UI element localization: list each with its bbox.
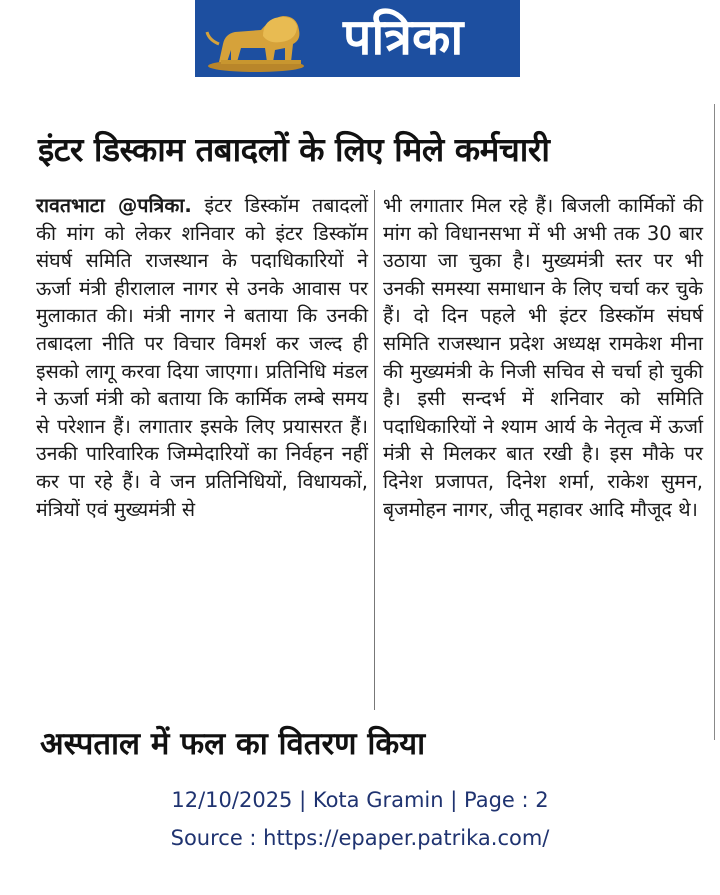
footer-source-link[interactable]: Source : https://epaper.patrika.com/ — [170, 826, 550, 850]
article-headline: इंटर डिस्काम तबादलों के लिए मिले कर्मचारी — [38, 130, 550, 169]
column-2-text: भी लगातार मिल रहे हैं। बिजली कार्मिकों की मांग को विधानसभा में भी अभी तक 30 बार उठाया जा चुका है। मुख्यमंत्री स्तर पर भी उनकी समस्या समाधान के लिए चर्चा कर चुके हैं। दो दिन पहले भी इंटर डिस्कॉम संघर्ष समिति राजस्थान प्रदेश अध्यक्ष रामकेश मीना की मुख्यमंत्री के निजी सचिव से चर्चा हो चुकी है। इसी सन्दर्भ में शनिवार को समिति पदाधिकारियों ने श्याम आर्य के नेतृत्व में ऊर्जा मंत्री से मिलकर बात रखी है। इस मौके पर दिनेश प्रजापत, दिनेश शर्मा, राकेश सुमन, बृजमोहन नागर, जीतू महावर आदि मौजूद थे। — [383, 194, 703, 521]
article-column-1 — [36, 192, 368, 523]
news-clipping — [28, 104, 718, 762]
clipping-edge — [714, 104, 715, 740]
masthead-logo — [195, 0, 520, 77]
footer-publication-info: 12/10/2025 | Kota Gramin | Page : 2 — [171, 788, 549, 812]
column-divider — [374, 190, 375, 710]
article-column-2 — [383, 192, 703, 523]
dateline: रावतभाटा @पत्रिका. — [36, 194, 192, 217]
lion-emblem-icon — [201, 4, 311, 74]
column-1-text: इंटर डिस्कॉम तबादलों की मांग को लेकर शनिवार को इंटर डिस्कॉम संघर्ष समिति राजस्थान के पदाधिकारियों ने ऊर्जा मंत्री हीरालाल नागर से उनके आवास पर मुलाकात की। मंत्री नागर ने बताया कि उनकी तबादला नीति पर विचार विमर्श कर जल्द ही इसको लागू करवा दिया जाएगा। प्रतिनिधि मंडल ने ऊर्जा मंत्री को बताया कि कार्मिक लम्बे समय से परेशान हैं। लगातार इसके लिए प्रयासरत हैं। उनकी पारिवारिक जिम्मेदारियों का निर्वहन नहीं कर पा रहे हैं। वे जन प्रतिनिधियों, विधायकों, मंत्रियों एवं मुख्यमंत्री से — [36, 194, 369, 521]
masthead-title: पत्रिका — [343, 8, 464, 66]
next-article-headline-cut: अस्पताल में फल का वितरण किया — [40, 726, 426, 762]
